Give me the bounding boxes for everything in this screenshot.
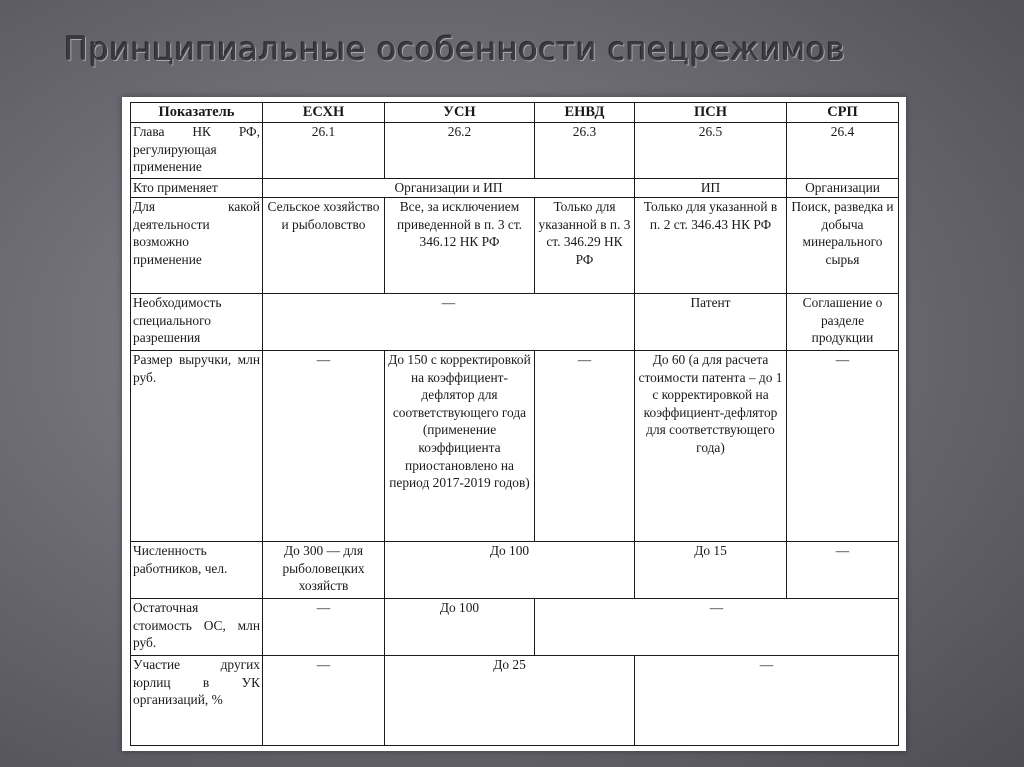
cell-permit-eskhn-usn-envd: — <box>263 294 635 351</box>
cell-who-eskhn-usn-envd: Организации и ИП <box>263 179 635 198</box>
slide-title: Принципиальные особенности спецрежимов <box>64 30 846 68</box>
row-chapter-label: Глава НК РФ, регулирующая применение <box>131 123 263 179</box>
cell-assets-envd-psn-srp: — <box>535 599 899 656</box>
header-usn: УСН <box>385 103 535 123</box>
row-chapter <box>131 123 899 179</box>
cell-activity-srp: Поиск, разведка и добыча минерального сырья <box>787 198 899 294</box>
row-activity-label: Для какой деятельности возможно применение <box>131 198 263 294</box>
cell-participation-eskhn: — <box>263 656 385 746</box>
cell-who-psn: ИП <box>635 179 787 198</box>
cell-who-srp: Организации <box>787 179 899 198</box>
cell-permit-srp: Соглашение о разделе продукции <box>787 294 899 351</box>
row-assets <box>131 599 899 656</box>
cell-participation-usn-envd: До 25 <box>385 656 635 746</box>
cell-activity-usn: Все, за исключением приведенной в п. 3 ст. 346.12 НК РФ <box>385 198 535 294</box>
cell-staff-psn: До 15 <box>635 542 787 599</box>
cell-revenue-srp: — <box>787 351 899 542</box>
cell-participation-psn-srp: — <box>635 656 899 746</box>
cell-revenue-eskhn: — <box>263 351 385 542</box>
regimes-table <box>130 102 899 746</box>
cell-activity-envd: Только для указанной в п. 3 ст. 346.29 НК РФ <box>535 198 635 294</box>
header-srp: СРП <box>787 103 899 123</box>
header-row <box>131 103 899 123</box>
row-permit-label: Необходимость специального разрешения <box>131 294 263 351</box>
row-who <box>131 179 899 198</box>
cell-permit-psn: Патент <box>635 294 787 351</box>
cell-staff-usn-envd: До 100 <box>385 542 635 599</box>
cell-chapter-envd: 26.3 <box>535 123 635 179</box>
header-eskhn: ЕСХН <box>263 103 385 123</box>
header-psn: ПСН <box>635 103 787 123</box>
cell-activity-eskhn: Сельское хозяйство и рыболовство <box>263 198 385 294</box>
row-staff <box>131 542 899 599</box>
row-assets-label: Остаточная стоимость ОС, млн руб. <box>131 599 263 656</box>
cell-staff-eskhn: До 300 — для рыболовецких хозяйств <box>263 542 385 599</box>
row-revenue-label: Размер выручки, млн руб. <box>131 351 263 542</box>
cell-assets-usn: До 100 <box>385 599 535 656</box>
row-who-label: Кто применяет <box>131 179 263 198</box>
document-page <box>122 97 906 751</box>
cell-chapter-usn: 26.2 <box>385 123 535 179</box>
row-activity <box>131 198 899 294</box>
cell-chapter-srp: 26.4 <box>787 123 899 179</box>
header-indicator: Показатель <box>131 103 263 123</box>
header-envd: ЕНВД <box>535 103 635 123</box>
cell-revenue-envd: — <box>535 351 635 542</box>
row-participation <box>131 656 899 746</box>
cell-chapter-eskhn: 26.1 <box>263 123 385 179</box>
cell-assets-eskhn: — <box>263 599 385 656</box>
cell-revenue-usn: До 150 с корректировкой на коэффициент-дефлятор для соответствующего года (применение коэффициента приостановлено на период 2017-2019 годов) <box>385 351 535 542</box>
cell-revenue-psn: До 60 (а для расчета стоимости патента – до 1 с корректировкой на коэффициент-дефлятор для соответствующего года) <box>635 351 787 542</box>
cell-activity-psn: Только для указанной в п. 2 ст. 346.43 НК РФ <box>635 198 787 294</box>
cell-staff-srp: — <box>787 542 899 599</box>
row-revenue <box>131 351 899 542</box>
row-participation-label: Участие других юрлиц в УК организаций, % <box>131 656 263 746</box>
row-staff-label: Численность работников, чел. <box>131 542 263 599</box>
cell-chapter-psn: 26.5 <box>635 123 787 179</box>
row-permit <box>131 294 899 351</box>
